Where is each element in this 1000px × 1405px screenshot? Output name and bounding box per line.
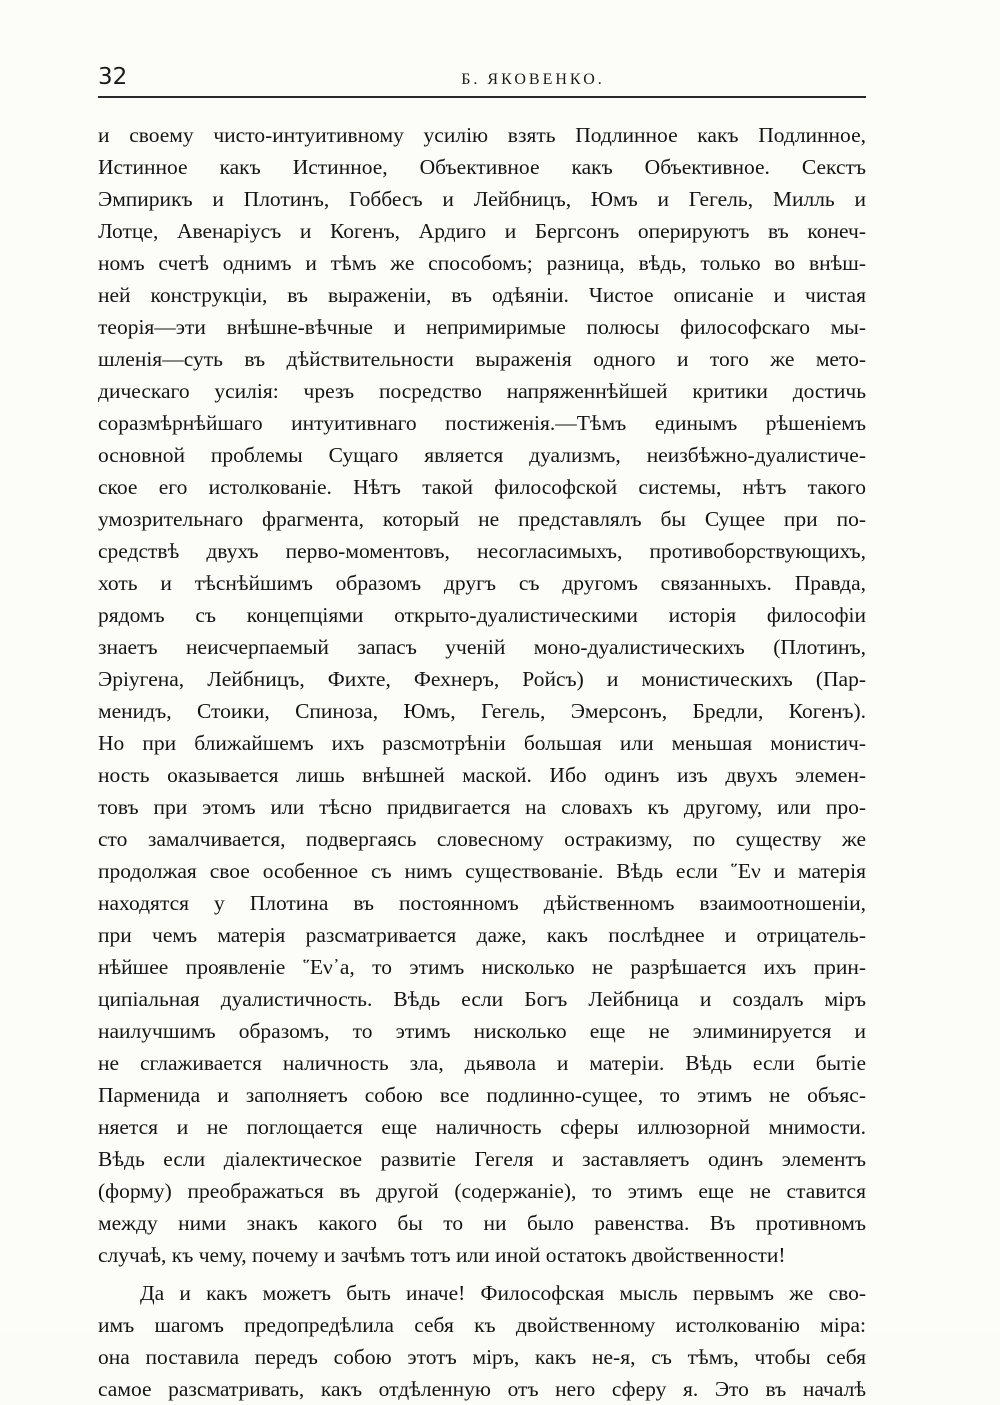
text-line: находятся у Плотина въ постоянномъ дѣйственномъ взаимоотношеніи, [98,891,866,915]
text-line: ней конструкціи, въ выраженіи, въ одѣяніи. Чистое описаніе и чистая [98,283,866,307]
text-line: Истинное какъ Истинное, Объективное какъ Объективное. Секстъ [98,155,866,179]
text-line: основной проблемы Сущаго является дуализмъ, неизбѣжно-дуалистиче- [98,443,866,467]
text-line: ность оказывается лишь внѣшней маской. Ибо одинъ изъ двухъ элемен- [98,763,866,787]
text-line: Эріугена, Лейбницъ, Фихте, Фехнеръ, Ройсъ) и монистическихъ (Пар- [98,667,866,691]
text-line: Парменида и заполняетъ собою все подлинно-сущее, то этимъ не объяс- [98,1083,866,1107]
text-line: шленія—суть въ дѣйствительности выраженія одного и того же мето- [98,347,866,371]
page-header [98,62,866,94]
text-line: при чемъ матерія разсматривается даже, какъ послѣднее и отрицатель- [98,923,866,947]
text-line: хоть и тѣснѣйшимъ образомъ другъ съ другомъ связанныхъ. Правда, [98,571,866,595]
text-line: не сглаживается наличность зла, дьявола и матеріи. Вѣдь если бытіе [98,1051,866,1075]
text-line: ское его истолкованіе. Нѣтъ такой философской системы, нѣтъ такого [98,475,866,499]
text-line: средствѣ двухъ перво-моментовъ, несогласимыхъ, противоборствующихъ, [98,539,866,563]
text-line: Эмпирикъ и Плотинъ, Гоббесъ и Лейбницъ, Юмъ и Гегель, Милль и [98,187,866,211]
paragraph [98,1277,866,1405]
text-line: продолжая свое особенное съ нимъ существованіе. Вѣдь если ῞Εν и матерія [98,859,866,883]
header-rule [98,96,866,98]
paragraph [98,119,866,1271]
text-line: Но при ближайшемъ ихъ разсмотрѣніи большая или меньшая монистич- [98,731,866,755]
text-line: дическаго усилія: чрезъ посредство напряженнѣйшей критики достичь [98,379,866,403]
text-line: сто замалчивается, подвергаясь словесному остракизму, по существу же [98,827,866,851]
text-line: нѣйшее проявленіе ῞Εν᾽а, то этимъ нисколько не разрѣшается ихъ прин- [98,955,866,979]
text-line: имъ шагомъ предопредѣлила себя къ двойственному истолкованію міра: [98,1313,866,1337]
text-line: менидъ, Стоики, Спиноза, Юмъ, Гегель, Эмерсонъ, Бредли, Когенъ). [98,699,866,723]
text-line: случаѣ, къ чему, почему и зачѣмъ тотъ или иной остатокъ двойственности! [98,1243,786,1267]
text-line: и своему чисто-интуитивному усилію взять Подлинное какъ Подлинное, [98,123,866,147]
text-line: Лотце, Авенаріусъ и Когенъ, Ардиго и Бергсонъ оперируютъ въ конеч- [98,219,866,243]
body-text [98,119,866,1405]
text-line: соразмѣрнѣйшаго интуитивнаго постиженія.—Тѣмъ единымъ рѣшеніемъ [98,411,866,435]
running-head: Б. ЯКОВЕНКО. [461,71,605,88]
text-line: (форму) преображаться въ другой (содержаніе), то этимъ еще не ставится [98,1179,866,1203]
text-line: Вѣдь если діалектическое развитіе Гегеля и заставляетъ одинъ элементъ [98,1147,866,1171]
text-line: самое разсматривать, какъ отдѣленную отъ него сферу я. Это въ началѣ [98,1377,866,1401]
text-line: теорія—эти внѣшне-вѣчные и непримиримые полюсы философскаго мы- [98,315,866,339]
text-line: знаетъ неисчерпаемый запасъ ученій моно-дуалистическихъ (Плотинъ, [98,635,866,659]
text-line: между ними знакъ какого бы то ни было равенства. Въ противномъ [98,1211,866,1235]
text-line: номъ счетѣ однимъ и тѣмъ же способомъ; разница, вѣдь, только во внѣш- [98,251,866,275]
text-line: наилучшимъ образомъ, то этимъ нисколько еще не элиминируется и [98,1019,866,1043]
text-line: рядомъ съ концепціями открыто-дуалистическими исторія философіи [98,603,866,627]
text-line: товъ при этомъ или тѣсно придвигается на словахъ къ другому, или про- [98,795,866,819]
text-line: она поставила передъ собою этотъ міръ, какъ не-я, съ тѣмъ, чтобы себя [98,1345,866,1369]
text-line: ципіальная дуалистичность. Вѣдь если Богъ Лейбница и создалъ міръ [98,987,866,1011]
page-number: 32 [98,64,128,90]
text-line: няется и не поглощается еще наличность сферы иллюзорной мнимости. [98,1115,866,1139]
text-line: Да и какъ можетъ быть иначе! Философская мысль первымъ же сво- [140,1281,866,1305]
text-line: умозрительнаго фрагмента, который не представлялъ бы Сущее при по- [98,507,866,531]
